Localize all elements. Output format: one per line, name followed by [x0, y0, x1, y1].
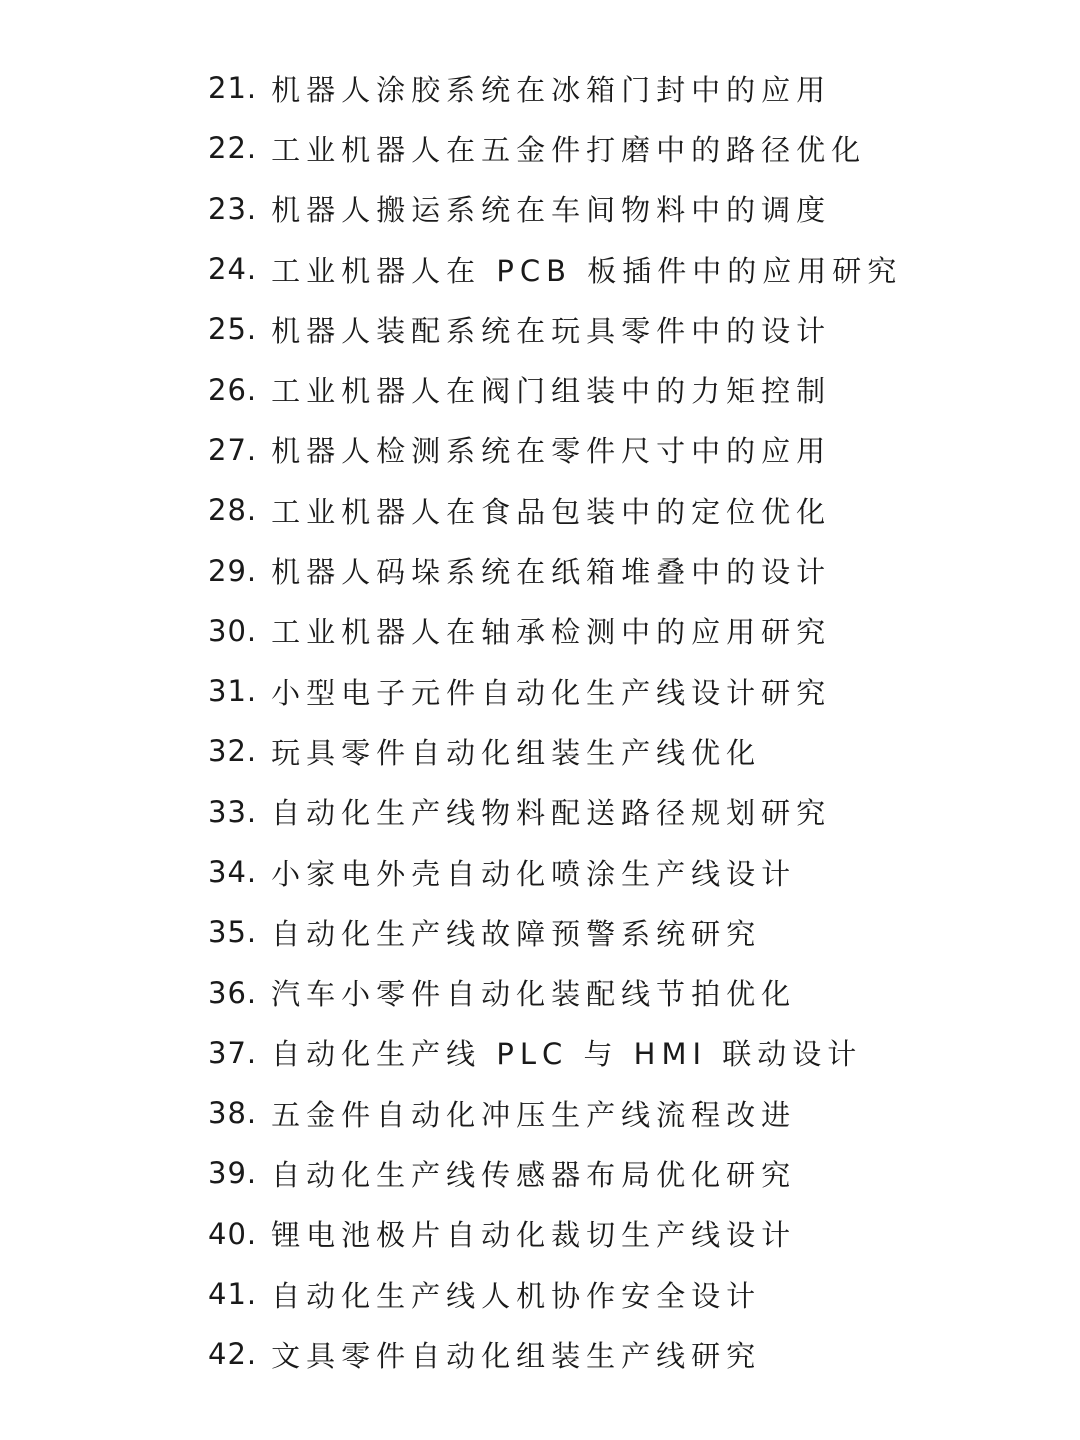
item-number: 42. [208, 1337, 258, 1372]
item-number: 37. [208, 1035, 258, 1070]
item-title: 机器人装配系统在玩具零件中的设计 [271, 313, 832, 348]
item-title: 机器人码垛系统在纸箱堆叠中的设计 [271, 555, 832, 590]
list-item [208, 1264, 1028, 1324]
list-item [208, 179, 1028, 239]
item-number: 32. [208, 734, 258, 769]
item-number: 38. [208, 1096, 258, 1131]
item-title: 工业机器人在阀门组装中的力矩控制 [271, 374, 832, 409]
list-item [208, 480, 1028, 540]
list-item [208, 601, 1028, 661]
item-title: 五金件自动化冲压生产线流程改进 [271, 1097, 797, 1132]
item-number: 31. [208, 674, 258, 709]
item-number: 21. [208, 71, 258, 106]
item-title: 机器人检测系统在零件尺寸中的应用 [271, 434, 832, 469]
item-number: 24. [208, 252, 258, 287]
item-number: 29. [208, 553, 258, 588]
item-title: 自动化生产线物料配送路径规划研究 [271, 796, 832, 831]
item-number: 34. [208, 855, 258, 889]
list-item [208, 118, 1028, 178]
list-item [208, 842, 1028, 902]
item-title: 工业机器人在轴承检测中的应用研究 [271, 615, 832, 650]
item-title: 自动化生产线故障预警系统研究 [271, 916, 762, 951]
item-title: 汽车小零件自动化装配线节拍优化 [271, 977, 797, 1012]
item-number: 22. [208, 131, 258, 166]
item-number: 26. [208, 372, 258, 407]
item-title: 自动化生产线传感器布局优化研究 [271, 1157, 797, 1192]
item-title: 自动化生产线人机协作安全设计 [271, 1278, 762, 1313]
list-item [208, 239, 1028, 299]
item-title: 小家电外壳自动化喷涂生产线设计 [271, 856, 797, 891]
list-item [208, 359, 1028, 419]
item-title: 玩具零件自动化组装生产线优化 [271, 735, 762, 770]
item-title: 工业机器人在 PCB 板插件中的应用研究 [271, 253, 903, 288]
list-item [208, 58, 1028, 118]
item-title: 工业机器人在五金件打磨中的路径优化 [271, 132, 867, 167]
item-number: 28. [208, 493, 258, 528]
list-item [208, 782, 1028, 842]
item-title: 工业机器人在食品包装中的定位优化 [271, 494, 832, 529]
item-number: 33. [208, 794, 258, 829]
item-title: 锂电池极片自动化裁切生产线设计 [271, 1218, 797, 1253]
item-title: 机器人搬运系统在车间物料中的调度 [271, 193, 832, 228]
item-title: 小型电子元件自动化生产线设计研究 [271, 675, 832, 710]
list-item [208, 540, 1028, 600]
list-item [208, 1023, 1028, 1083]
list-item [208, 1324, 1028, 1384]
item-number: 30. [208, 613, 258, 648]
item-number: 25. [208, 312, 258, 347]
item-number: 39. [208, 1156, 258, 1191]
item-number: 23. [208, 191, 258, 226]
item-number: 36. [208, 975, 258, 1010]
item-number: 41. [208, 1277, 258, 1312]
item-number: 40. [208, 1216, 258, 1251]
list-item [208, 902, 1028, 962]
list-item [208, 1143, 1028, 1203]
topic-list [208, 58, 1028, 1385]
list-item [208, 1204, 1028, 1264]
item-number: 27. [208, 432, 258, 467]
item-title: 文具零件自动化组装生产线研究 [271, 1338, 762, 1373]
list-item [208, 299, 1028, 359]
list-item [208, 721, 1028, 781]
list-item [208, 661, 1028, 721]
item-title: 机器人涂胶系统在冰箱门封中的应用 [271, 72, 832, 107]
list-item [208, 962, 1028, 1022]
list-item [208, 1083, 1028, 1143]
item-number: 35. [208, 915, 258, 950]
list-item [208, 420, 1028, 480]
item-title: 自动化生产线 PLC 与 HMI 联动设计 [271, 1037, 863, 1072]
